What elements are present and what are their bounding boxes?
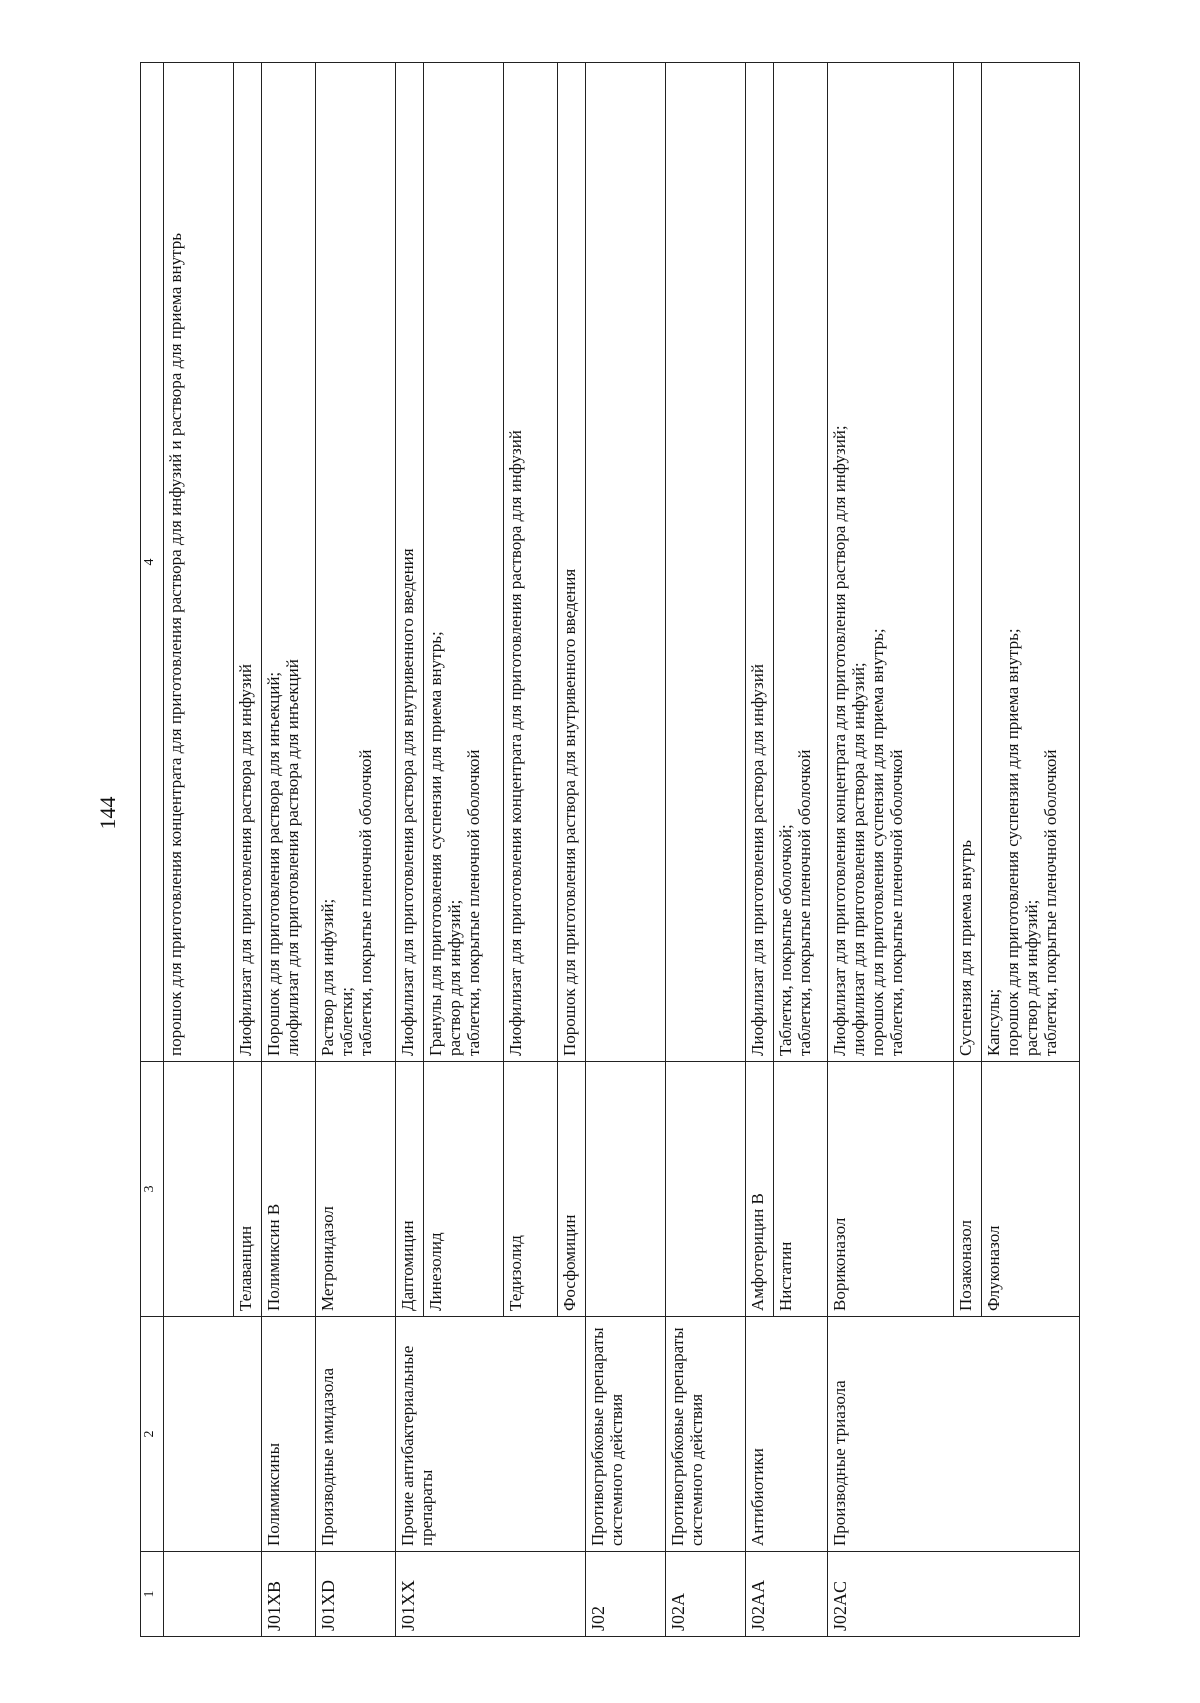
forms-cell [828, 63, 954, 1062]
form-line: Гранулы для приготовления суспензии для приема внутрь; [426, 631, 445, 1056]
table-row [586, 63, 666, 1637]
table-row [396, 63, 424, 1637]
forms-cell [396, 63, 424, 1062]
table-row [746, 63, 774, 1637]
drug-cell: Линезолид [424, 1062, 504, 1317]
forms-cell [424, 63, 504, 1062]
atc-code-cell: J02AC [828, 1552, 1080, 1637]
form-line: порошок для приготовления суспензии для приема внутрь; [868, 628, 888, 1056]
header-cell: 2 [141, 1317, 164, 1552]
forms-cell [774, 63, 828, 1062]
forms-cell [262, 63, 316, 1062]
header-cell: 1 [141, 1552, 164, 1637]
drug-cell: Телаванцин [234, 1062, 262, 1317]
group-cell: Противогрибковые препараты системного действия [666, 1317, 746, 1552]
forms-cell [586, 63, 666, 1062]
form-line: Раствор для инфузий; [318, 898, 337, 1056]
table-row [316, 63, 396, 1637]
forms-cell [666, 63, 746, 1062]
atc-code-cell [164, 1552, 262, 1637]
form-line: таблетки, покрытые пленочной оболочкой [1041, 749, 1061, 1056]
form-line: раствор для инфузий; [445, 899, 465, 1056]
form-line: Лиофилизат для приготовления концентрата для приготовления раствора для инфузий [506, 430, 525, 1056]
drug-cell [586, 1062, 666, 1317]
group-cell: Производные триазола [828, 1317, 1080, 1552]
form-line: таблетки, покрытые пленочной оболочкой [795, 749, 815, 1056]
atc-code-cell: J02A [666, 1552, 746, 1637]
atc-code-cell: J02 [586, 1552, 666, 1637]
drug-cell: Нистатин [774, 1062, 828, 1317]
table-row [666, 63, 746, 1637]
header-cell: 3 [141, 1062, 164, 1317]
drug-table [140, 62, 1080, 1637]
atc-code-cell: J01XD [316, 1552, 396, 1637]
drug-cell: Тедизолид [504, 1062, 558, 1317]
group-cell [164, 1317, 262, 1552]
group-cell: Прочие антибактериальные препараты [396, 1317, 586, 1552]
form-line: Лиофилизат для приготовления раствора для внутривенного введения [398, 548, 417, 1056]
rotated-page-content [140, 63, 1069, 1637]
group-cell: Производные имидазола [316, 1317, 396, 1552]
drug-cell [164, 1062, 234, 1317]
form-line: Порошок для приготовления раствора для инъекций; [264, 671, 283, 1056]
drug-cell [666, 1062, 746, 1317]
table-row [262, 63, 316, 1637]
table-row [164, 63, 234, 1637]
form-line: лиофилизат для приготовления раствора для инфузий; [849, 662, 869, 1056]
forms-cell [746, 63, 774, 1062]
drug-cell: Полимиксин В [262, 1062, 316, 1317]
forms-cell [982, 63, 1080, 1062]
form-line: таблетки, покрытые пленочной оболочкой [464, 749, 484, 1056]
form-line: порошок для приготовления концентрата для приготовления раствора для инфузий и раствора для приема внутрь [166, 233, 185, 1056]
form-line: лиофилизат для приготовления раствора для инъекций [283, 659, 303, 1056]
forms-cell [164, 63, 234, 1062]
drug-cell: Флуконазол [982, 1062, 1080, 1317]
form-line: Порошок для приготовления раствора для внутривенного введения [560, 568, 579, 1056]
form-line: Капсулы; [984, 988, 1003, 1056]
drug-cell: Даптомицин [396, 1062, 424, 1317]
form-line: таблетки, покрытые пленочной оболочкой [887, 749, 907, 1056]
form-line: Лиофилизат для приготовления раствора для инфузий [748, 664, 767, 1056]
drug-cell: Метронидазол [316, 1062, 396, 1317]
form-line: Лиофилизат для приготовления концентрата для приготовления раствора для инфузий; [830, 425, 849, 1056]
group-cell: Антибиотики [746, 1317, 828, 1552]
form-line: таблетки, покрытые пленочной оболочкой [356, 749, 376, 1056]
forms-cell [234, 63, 262, 1062]
group-cell: Полимиксины [262, 1317, 316, 1552]
form-line: таблетки; [337, 987, 357, 1056]
header-cell: 4 [141, 63, 164, 1062]
drug-cell: Вориконазол [828, 1062, 954, 1317]
group-cell: Противогрибковые препараты системного действия [586, 1317, 666, 1552]
forms-cell [504, 63, 558, 1062]
drug-cell: Позаконазол [954, 1062, 982, 1317]
form-line: порошок для приготовления суспензии для приема внутрь; [1003, 628, 1023, 1056]
form-line: Лиофилизат для приготовления раствора для инфузий [236, 664, 255, 1056]
atc-code-cell: J02AA [746, 1552, 828, 1637]
forms-cell [558, 63, 586, 1062]
forms-cell [954, 63, 982, 1062]
atc-code-cell: J01XX [396, 1552, 586, 1637]
table-header-row [141, 63, 164, 1637]
form-line: раствор для инфузий; [1022, 899, 1042, 1056]
form-line: Таблетки, покрытые оболочкой; [776, 824, 795, 1056]
table-row [828, 63, 954, 1637]
forms-cell [316, 63, 396, 1062]
drug-cell: Фосфомицин [558, 1062, 586, 1317]
atc-code-cell: J01XB [262, 1552, 316, 1637]
form-line: Суспензия для приема внутрь [956, 840, 975, 1056]
page-number: 144 [95, 796, 120, 830]
drug-cell: Амфотерицин В [746, 1062, 774, 1317]
